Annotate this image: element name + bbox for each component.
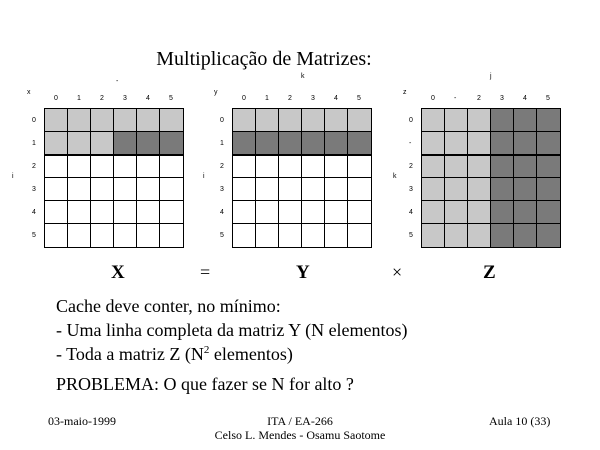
matrix-y-label: Y [296,262,310,283]
matrix-y-row-tick: 1 [220,140,224,147]
matrix-y-col-tick: 3 [311,95,315,102]
matrix-z-cell-1-2 [468,132,491,155]
matrix-x-cell-1-3 [114,132,137,155]
matrix-x-grid [44,108,184,248]
matrix-z-cell-4-5 [537,201,560,224]
matrix-z-cell-3-5 [537,178,560,201]
matrix-x-cell-4-5 [160,201,183,224]
matrix-x-left-axis-label: i [12,173,14,180]
matrix-y-row-tick: 2 [220,163,224,170]
times-sign: × [392,262,403,282]
matrix-z-corner-label: z [403,89,407,96]
matrix-z-row-tick: 0 [409,117,413,124]
matrix-x-cell-2-2 [91,155,114,178]
matrix-z-row-tick: - [409,140,412,147]
matrix-y-row-tick: 5 [220,232,224,239]
matrix-y-cell-0-1 [256,109,279,132]
body-line-3-suffix: elementos) [209,344,293,364]
matrix-y-cell-5-3 [302,224,325,247]
matrix-y-cell-1-2 [279,132,302,155]
matrix-z-cell-2-4 [514,155,537,178]
matrix-x-col-tick: 2 [100,95,104,102]
matrix-x-cell-5-1 [68,224,91,247]
matrix-x-col-tick: 5 [169,95,173,102]
matrix-z-left-axis-label: k [393,173,397,180]
matrix-y-cell-2-3 [302,155,325,178]
matrix-y-cell-0-2 [279,109,302,132]
matrix-x-cell-3-5 [160,178,183,201]
matrix-z-cell-4-0 [422,201,445,224]
matrix-z-col-tick: 4 [523,95,527,102]
matrix-x-col-tick: 3 [123,95,127,102]
matrix-z-cell-5-5 [537,224,560,247]
matrix-x-row-tick: 4 [32,209,36,216]
matrix-y-cell-4-5 [348,201,371,224]
matrix-y-cell-4-3 [302,201,325,224]
matrix-y-cell-1-5 [348,132,371,155]
matrix-x-cell-2-0 [45,155,68,178]
footer-course-text: ITA / EA-266 [267,414,333,428]
matrix-z-col-tick: - [454,95,457,102]
matrix-z-col-tick: 3 [500,95,504,102]
matrix-x-cell-2-4 [137,155,160,178]
matrix-y-cell-5-4 [325,224,348,247]
problem-line: PROBLEMA: O que fazer se N for alto ? [56,374,354,394]
matrix-y-cell-2-5 [348,155,371,178]
matrix-y-col-tick: 1 [265,95,269,102]
matrix-x-cell-4-4 [137,201,160,224]
footer-date: 03-maio-1999 [48,414,116,428]
matrix-x-cell-0-5 [160,109,183,132]
matrix-z-cell-1-5 [537,132,560,155]
matrix-y-top-axis-label: k [301,73,305,80]
matrix-x-cell-5-0 [45,224,68,247]
matrix-z-cell-1-0 [422,132,445,155]
matrix-z-cell-0-0 [422,109,445,132]
matrix-z-cell-3-2 [468,178,491,201]
matrix-y-cell-0-0 [233,109,256,132]
matrix-z-row-tick: 3 [409,186,413,193]
matrix-y-cell-3-2 [279,178,302,201]
matrix-y-cell-2-0 [233,155,256,178]
matrix-y-col-tick: 0 [242,95,246,102]
matrix-z-cell-2-3 [491,155,514,178]
matrix-x-cell-3-2 [91,178,114,201]
matrix-y-cell-1-4 [325,132,348,155]
matrix-z-cell-0-4 [514,109,537,132]
matrix-z-cell-3-1 [445,178,468,201]
matrix-z-cell-0-2 [468,109,491,132]
equals-sign: = [200,262,211,282]
matrix-x-row-tick: 5 [32,232,36,239]
matrix-y-cell-4-1 [256,201,279,224]
matrix-x-row-tick: 2 [32,163,36,170]
matrix-z-cell-5-2 [468,224,491,247]
matrix-x-row-tick: 0 [32,117,36,124]
matrix-z-cell-2-1 [445,155,468,178]
footer-authors [0,428,600,443]
matrix-z-cell-2-2 [468,155,491,178]
body-line-3-text: - Toda a matriz Z (N [56,344,204,364]
matrix-x-cell-5-2 [91,224,114,247]
matrix-z-cell-3-4 [514,178,537,201]
body-line-3-superscript: 2 [203,344,210,356]
matrix-x-cell-1-0 [45,132,68,155]
matrix-x-label: X [111,262,125,283]
matrix-x-corner-label: x [27,89,31,96]
body-line-3 [56,344,293,365]
matrix-x-cell-3-1 [68,178,91,201]
matrix-y-cell-0-3 [302,109,325,132]
page-title: Multiplicação de Matrizes: [156,48,372,70]
matrix-z-cell-1-4 [514,132,537,155]
matrix-x-cell-3-4 [137,178,160,201]
matrix-y-cell-4-4 [325,201,348,224]
matrix-z-cell-0-1 [445,109,468,132]
matrix-y-cell-5-2 [279,224,302,247]
matrix-y-cell-3-5 [348,178,371,201]
matrix-x-cell-1-2 [91,132,114,155]
matrix-z-cell-5-1 [445,224,468,247]
matrix-x-cell-5-5 [160,224,183,247]
matrix-z-cell-3-0 [422,178,445,201]
matrix-z-cell-0-3 [491,109,514,132]
matrix-z-cell-2-5 [537,155,560,178]
matrix-z-cell-5-4 [514,224,537,247]
matrix-y-cell-2-4 [325,155,348,178]
matrix-y-cell-0-4 [325,109,348,132]
matrix-y-cell-2-2 [279,155,302,178]
matrix-y-cell-3-4 [325,178,348,201]
matrix-y-row-tick: 4 [220,209,224,216]
matrix-x-cell-4-1 [68,201,91,224]
matrix-z-col-tick: 2 [477,95,481,102]
matrix-x-cell-5-3 [114,224,137,247]
matrix-x-cell-2-3 [114,155,137,178]
matrix-x-cell-4-0 [45,201,68,224]
matrix-z-cell-4-3 [491,201,514,224]
matrix-x-cell-2-1 [68,155,91,178]
matrix-z-cell-0-5 [537,109,560,132]
matrix-x-cell-0-4 [137,109,160,132]
matrix-z-label: Z [483,262,496,283]
matrix-x-col-tick: 4 [146,95,150,102]
matrix-x-cell-1-5 [160,132,183,155]
matrix-x-row-tick: 3 [32,186,36,193]
matrix-z-col-tick: 5 [546,95,550,102]
matrix-y-col-tick: 5 [357,95,361,102]
matrix-y-cell-3-0 [233,178,256,201]
matrix-z-col-tick: 0 [431,95,435,102]
matrix-y-left-axis-label: i [203,173,205,180]
matrix-y-grid [232,108,372,248]
matrix-x-col-tick: 0 [54,95,58,102]
matrix-z-cell-5-3 [491,224,514,247]
matrix-y-row-tick: 3 [220,186,224,193]
matrix-x-cell-0-1 [68,109,91,132]
matrix-x-cell-0-2 [91,109,114,132]
matrix-x-cell-0-0 [45,109,68,132]
matrix-z-row-tick: 4 [409,209,413,216]
matrix-x-cell-5-4 [137,224,160,247]
matrix-z-top-axis-label: j [490,73,492,80]
matrix-z-grid [421,108,561,248]
matrix-z-cell-4-1 [445,201,468,224]
matrix-z-cell-2-0 [422,155,445,178]
matrix-y-col-tick: 2 [288,95,292,102]
matrix-x-cell-2-5 [160,155,183,178]
matrix-x-cell-1-1 [68,132,91,155]
matrix-x-cell-0-3 [114,109,137,132]
matrix-x-cell-4-2 [91,201,114,224]
matrix-x-cell-3-3 [114,178,137,201]
matrix-z-cell-5-0 [422,224,445,247]
matrix-y-cell-5-1 [256,224,279,247]
matrix-y-cell-3-1 [256,178,279,201]
matrix-y-cell-2-1 [256,155,279,178]
matrix-z-row-tick: 2 [409,163,413,170]
matrix-x-row-tick: 1 [32,140,36,147]
matrix-x-cell-3-0 [45,178,68,201]
matrix-y-cell-4-0 [233,201,256,224]
matrix-y-cell-1-1 [256,132,279,155]
matrix-z-cell-1-1 [445,132,468,155]
footer-authors-text: Celso L. Mendes - Osamu Saotome [214,428,386,442]
matrix-y-cell-3-3 [302,178,325,201]
matrix-y-cell-5-0 [233,224,256,247]
matrix-y-corner-label: y [214,89,218,96]
footer-page: Aula 10 (33) [489,414,551,428]
matrix-y-cell-1-3 [302,132,325,155]
matrix-z-row-tick: 5 [409,232,413,239]
matrix-z-cell-4-2 [468,201,491,224]
matrix-z-cell-3-3 [491,178,514,201]
body-line-2: - Uma linha completa da matriz Y (N elementos) [56,320,408,340]
matrix-x-top-axis-label: - [116,78,119,85]
matrix-z-cell-1-3 [491,132,514,155]
body-line-1: Cache deve conter, no mínimo: [56,296,281,316]
matrix-z-cell-4-4 [514,201,537,224]
matrix-x-cell-1-4 [137,132,160,155]
matrix-y-cell-0-5 [348,109,371,132]
matrix-y-row-tick: 0 [220,117,224,124]
matrix-x-col-tick: 1 [77,95,81,102]
matrix-y-col-tick: 4 [334,95,338,102]
matrix-y-cell-4-2 [279,201,302,224]
matrix-x-cell-4-3 [114,201,137,224]
matrix-y-cell-5-5 [348,224,371,247]
matrix-y-cell-1-0 [233,132,256,155]
